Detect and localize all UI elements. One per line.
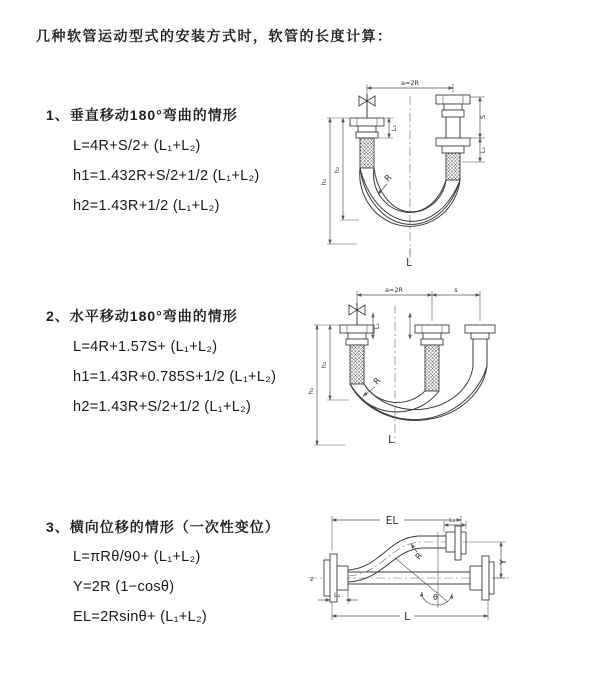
section3-formula-L: L=πRθ/90+ (L₁+L₂)	[73, 549, 201, 565]
label-r: R	[413, 551, 426, 563]
label-l: L	[406, 257, 412, 269]
section2-formula-h2: h2=1.43R+S/2+1/2 (L₁+L₂)	[73, 399, 252, 415]
angle-theta	[395, 532, 452, 608]
hose-arcs	[350, 366, 487, 420]
section3-heading: 3、横向位移的情形（一次性变位）	[46, 519, 280, 535]
dimension-l	[332, 600, 488, 623]
label-z-axis: z	[310, 575, 314, 583]
section2-formula-h1: h1=1.43R+0.785S+1/2 (L₁+L₂)	[73, 369, 277, 385]
left-flange-fitting	[340, 325, 374, 384]
length-callout	[388, 434, 394, 446]
right-upper-flange-fitting	[436, 95, 470, 138]
right-flange-fitting	[465, 325, 495, 366]
dimension-l1	[373, 313, 410, 339]
radius-callout	[363, 376, 383, 396]
left-flange-fitting	[350, 118, 384, 168]
label-y: Y	[499, 559, 509, 565]
label-el: EL	[385, 515, 399, 527]
label-r: R	[382, 172, 395, 185]
dimension-el	[332, 515, 461, 550]
label-l: L	[404, 611, 410, 623]
label-h1: h₁	[307, 387, 315, 395]
dimension-s	[462, 97, 487, 162]
braided-hose-right	[446, 153, 460, 180]
label-a2r: a=2R	[400, 79, 420, 87]
length-callout	[406, 248, 412, 269]
braided-hose-left	[360, 138, 374, 168]
dimension-a2r	[357, 286, 480, 321]
diagram-vertical-180-bend	[312, 70, 580, 270]
top-right-flange-fitting	[446, 526, 466, 560]
valve-icon	[349, 303, 365, 325]
dimension-a2r	[367, 79, 453, 94]
section1-formula-h2: h2=1.43R+1/2 (L₁+L₂)	[73, 198, 220, 214]
label-l: L	[388, 434, 394, 446]
braided-hose-left	[350, 345, 364, 384]
label-l1: L₁	[479, 146, 487, 154]
label-theta: θ	[433, 593, 438, 602]
label-s: S	[479, 114, 487, 120]
diagram-horizontal-180-bend	[303, 281, 595, 456]
label-l1: L₁	[373, 322, 381, 330]
label-l1: L₁	[449, 516, 456, 524]
radius-callout	[378, 173, 394, 194]
label-l1: L₁	[334, 591, 341, 599]
label-r: R	[371, 375, 384, 388]
section1-heading: 1、垂直移动180°弯曲的情形	[46, 107, 238, 123]
valve-icon	[359, 94, 375, 118]
page-title: 几种软管运动型式的安装方式时，软管的长度计算：	[36, 28, 393, 44]
diagram-lateral-displacement	[300, 496, 600, 664]
hose-s-curve	[348, 536, 446, 582]
section2-formula-L: L=4R+1.57S+ (L₁+L₂)	[73, 339, 218, 355]
label-h1: h₁	[320, 178, 328, 186]
section3-formula-EL: EL=2Rsinθ+ (L₁+L₂)	[73, 609, 208, 625]
radius-callout	[411, 544, 425, 562]
right-lower-flange-fitting	[436, 138, 470, 180]
braided-hose-middle	[425, 345, 439, 391]
dimension-h1-h2	[320, 118, 359, 244]
label-a2r: a=2R	[384, 286, 404, 294]
label-l1: L₁	[390, 124, 398, 132]
section1-formula-L: L=4R+S/2+ (L₁+L₂)	[73, 138, 201, 154]
middle-flange-fitting	[415, 325, 449, 391]
dimension-h1-h2	[307, 325, 349, 445]
label-s: s	[454, 286, 458, 294]
section1-formula-h1: h1=1.432R+S/2+1/2 (L₁+L₂)	[73, 168, 260, 184]
section2-heading: 2、水平移动180°弯曲的情形	[46, 308, 238, 324]
label-h2: h₂	[333, 166, 341, 174]
label-h2: h₂	[320, 361, 328, 369]
section3-formula-Y: Y=2R (1−cosθ)	[73, 579, 175, 595]
right-flange-fitting	[470, 556, 494, 600]
